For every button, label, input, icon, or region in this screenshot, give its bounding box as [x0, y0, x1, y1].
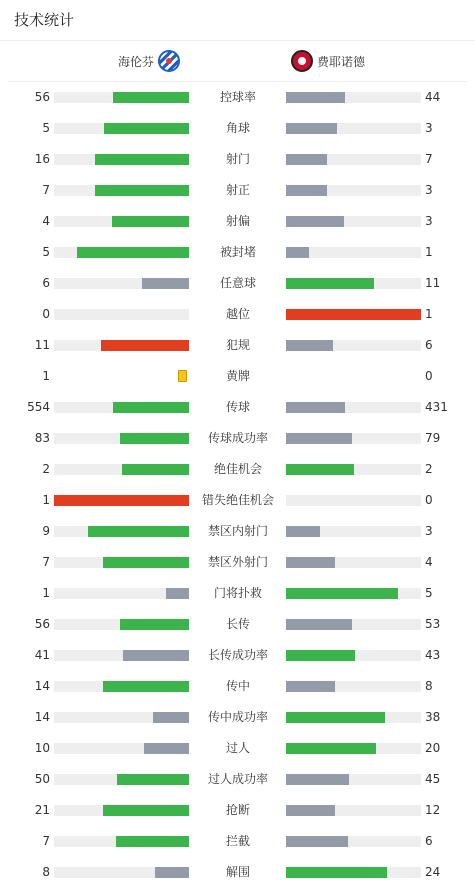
stat-label: 传球 [225, 400, 250, 414]
away-stat-bar [286, 92, 421, 103]
away-stat-bar [286, 154, 421, 165]
home-stat-bar [54, 433, 189, 444]
away-stat-bar [286, 681, 421, 692]
away-stat-bar [286, 247, 421, 258]
away-stat-value: 4 [425, 555, 433, 569]
home-stat-bar [54, 278, 189, 289]
stat-row [0, 423, 475, 454]
home-stat-value: 2 [42, 462, 50, 476]
away-stat-bar [286, 712, 421, 723]
stat-label: 角球 [225, 121, 250, 135]
stat-row [0, 640, 475, 671]
home-stat-bar-fill [144, 743, 189, 754]
home-stat-bar-fill [103, 681, 189, 692]
away-stat-bar-fill [286, 216, 344, 227]
home-stat-value: 554 [27, 400, 50, 414]
stat-label: 抢断 [225, 803, 250, 817]
home-stat-bar-fill [116, 836, 189, 847]
home-stat-bar-fill [120, 619, 189, 630]
away-stat-bar-fill [286, 619, 352, 630]
home-stat-bar [54, 92, 189, 103]
home-stat-bar [54, 619, 189, 630]
away-stat-value: 6 [425, 338, 433, 352]
home-stat-bar-fill [113, 92, 189, 103]
away-stat-value: 8 [425, 679, 433, 693]
away-stat-bar [286, 836, 421, 847]
home-stat-value: 0 [42, 307, 50, 321]
stat-label: 过人 [225, 741, 250, 755]
home-stat-bar-fill [95, 185, 190, 196]
stat-label: 解围 [225, 865, 250, 879]
away-stat-bar-fill [286, 867, 387, 878]
home-team-crest-icon [158, 50, 180, 72]
away-stat-value: 431 [425, 400, 448, 414]
stat-row [0, 485, 475, 516]
home-stat-value: 1 [42, 493, 50, 507]
away-stat-bar-fill [286, 278, 374, 289]
stat-label: 犯规 [225, 338, 250, 352]
away-stat-value: 6 [425, 834, 433, 848]
away-stat-value: 1 [425, 307, 433, 321]
away-stat-value: 79 [425, 431, 441, 445]
stat-row [0, 609, 475, 640]
home-stat-value: 41 [34, 648, 50, 662]
stat-row [0, 547, 475, 578]
away-stat-bar [286, 867, 421, 878]
away-stat-bar-fill [286, 402, 345, 413]
away-stat-bar-fill [286, 309, 421, 320]
away-stat-bar-fill [286, 526, 320, 537]
home-stat-bar [54, 681, 189, 692]
home-stat-bar [54, 402, 189, 413]
away-stat-bar-fill [286, 154, 327, 165]
away-stat-bar-fill [286, 681, 335, 692]
stat-label: 禁区内射门 [207, 524, 268, 538]
stat-label: 传球成功率 [207, 431, 268, 445]
stat-label: 错失绝佳机会 [201, 493, 274, 507]
away-stat-bar [286, 464, 421, 475]
home-stat-bar-fill [101, 340, 189, 351]
away-team-crest-icon [291, 50, 313, 72]
home-stat-bar-fill [155, 867, 189, 878]
home-stat-bar [54, 805, 189, 816]
stat-row [0, 237, 475, 268]
away-stat-bar-fill [286, 464, 354, 475]
page-title: 技术统计 [0, 0, 475, 41]
stat-label: 门将扑救 [213, 586, 262, 600]
home-stat-value: 6 [42, 276, 50, 290]
home-stat-bar-fill [88, 526, 189, 537]
home-stat-value: 8 [42, 865, 50, 879]
home-stat-value: 11 [34, 338, 50, 352]
stat-row [0, 299, 475, 330]
away-stat-bar [286, 805, 421, 816]
away-stat-value: 3 [425, 214, 433, 228]
away-stat-bar-fill [286, 650, 355, 661]
stat-row [0, 516, 475, 547]
home-stat-bar [54, 464, 189, 475]
home-stat-bar [54, 123, 189, 134]
home-stat-bar [54, 526, 189, 537]
home-stat-value: 21 [34, 803, 50, 817]
home-stat-value: 1 [42, 369, 50, 383]
away-stat-value: 44 [425, 90, 441, 104]
stat-row [0, 857, 475, 888]
home-stat-bar [54, 650, 189, 661]
home-stat-bar-fill [103, 805, 189, 816]
home-stat-bar-fill [166, 588, 189, 599]
away-stat-bar [286, 309, 421, 320]
stat-label: 越位 [225, 307, 250, 321]
home-stat-value: 14 [34, 710, 50, 724]
away-stat-bar-fill [286, 185, 327, 196]
yellow-card-icon [178, 370, 187, 382]
home-stat-bar [54, 588, 189, 599]
away-stat-bar [286, 433, 421, 444]
away-stat-value: 38 [425, 710, 441, 724]
away-stat-bar-fill [286, 247, 309, 258]
away-stat-value: 1 [425, 245, 433, 259]
home-stat-value: 5 [42, 245, 50, 259]
away-stat-bar [286, 340, 421, 351]
away-stat-bar [286, 588, 421, 599]
home-stat-bar-fill [104, 123, 189, 134]
away-stat-value: 7 [425, 152, 433, 166]
away-stat-bar [286, 619, 421, 630]
stat-label: 传中成功率 [207, 710, 268, 724]
home-stat-bar-fill [120, 433, 189, 444]
stat-label: 控球率 [219, 90, 256, 104]
home-stat-bar [54, 340, 189, 351]
home-stat-value: 4 [42, 214, 50, 228]
home-stat-bar-fill [54, 495, 189, 506]
away-stat-bar [286, 123, 421, 134]
away-stat-value: 0 [425, 369, 433, 383]
home-stat-bar-fill [113, 402, 189, 413]
home-stat-bar-fill [117, 774, 189, 785]
away-stat-value: 11 [425, 276, 441, 290]
away-stat-bar-fill [286, 712, 385, 723]
stat-label: 射偏 [225, 214, 250, 228]
home-stat-bar-fill [95, 154, 190, 165]
away-stat-value: 3 [425, 524, 433, 538]
stat-label: 拦截 [225, 834, 250, 848]
home-stat-value: 16 [34, 152, 50, 166]
stat-label: 被封堵 [219, 245, 256, 259]
home-stat-bar [54, 309, 189, 320]
away-stat-value: 45 [425, 772, 441, 786]
away-stat-bar-fill [286, 743, 376, 754]
home-stat-value: 10 [34, 741, 50, 755]
home-team[interactable] [118, 41, 180, 81]
stat-row [0, 330, 475, 361]
away-stat-value: 20 [425, 741, 441, 755]
stat-row [0, 733, 475, 764]
away-stat-bar [286, 743, 421, 754]
home-stat-bar-fill [142, 278, 189, 289]
stat-row [0, 175, 475, 206]
away-stat-value: 53 [425, 617, 441, 631]
home-stat-value: 1 [42, 586, 50, 600]
home-stat-bar-fill [112, 216, 189, 227]
stat-label: 绝佳机会 [213, 462, 262, 476]
home-stat-bar [54, 836, 189, 847]
away-stat-bar [286, 650, 421, 661]
stat-row [0, 392, 475, 423]
home-stat-bar [54, 774, 189, 785]
away-stat-bar [286, 278, 421, 289]
stat-row [0, 82, 475, 113]
stat-label: 过人成功率 [207, 772, 268, 786]
away-stat-bar-fill [286, 340, 333, 351]
stat-label: 长传 [225, 617, 250, 631]
stat-label: 射正 [225, 183, 250, 197]
away-stat-bar-fill [286, 805, 335, 816]
home-stat-bar [54, 216, 189, 227]
home-stat-bar-fill [103, 557, 189, 568]
stat-row [0, 454, 475, 485]
away-stat-bar-fill [286, 588, 398, 599]
away-stat-bar-fill [286, 774, 349, 785]
stat-label: 黄牌 [225, 369, 250, 383]
stat-row [0, 144, 475, 175]
away-stat-value: 12 [425, 803, 441, 817]
stats-list [0, 82, 475, 888]
home-stat-value: 50 [34, 772, 50, 786]
home-stat-bar [54, 557, 189, 568]
stat-row [0, 764, 475, 795]
away-stat-value: 0 [425, 493, 433, 507]
home-stat-value: 56 [34, 90, 50, 104]
away-stat-value: 43 [425, 648, 441, 662]
away-stat-bar [286, 216, 421, 227]
stat-row [0, 361, 475, 392]
home-stat-bar-fill [123, 650, 189, 661]
home-stat-bar [54, 712, 189, 723]
away-stat-bar [286, 495, 421, 506]
away-stat-bar-fill [286, 433, 352, 444]
stat-label: 长传成功率 [207, 648, 268, 662]
away-stat-bar [286, 557, 421, 568]
stat-row [0, 268, 475, 299]
home-stat-bar [54, 867, 189, 878]
away-stat-value: 5 [425, 586, 433, 600]
home-stat-bar-fill [153, 712, 189, 723]
home-stat-value: 7 [42, 183, 50, 197]
teams-header [8, 41, 467, 82]
home-stat-value: 14 [34, 679, 50, 693]
away-stat-value: 3 [425, 183, 433, 197]
away-stat-value: 24 [425, 865, 441, 879]
away-stat-bar-fill [286, 123, 337, 134]
home-stat-bar [54, 495, 189, 506]
stat-label: 禁区外射门 [207, 555, 268, 569]
home-stat-bar [54, 154, 189, 165]
home-stat-bar-fill [122, 464, 190, 475]
away-team[interactable] [291, 41, 365, 81]
away-team-name: 费耶诺德 [317, 54, 366, 69]
stat-row [0, 795, 475, 826]
home-stat-value: 56 [34, 617, 50, 631]
home-stat-bar [54, 247, 189, 258]
away-stat-bar [286, 526, 421, 537]
home-stat-bar [54, 185, 189, 196]
stat-row [0, 671, 475, 702]
away-stat-value: 3 [425, 121, 433, 135]
home-stat-value: 7 [42, 555, 50, 569]
home-stat-value: 5 [42, 121, 50, 135]
away-stat-bar [286, 774, 421, 785]
away-stat-bar-fill [286, 836, 348, 847]
stat-row [0, 826, 475, 857]
home-stat-bar [54, 743, 189, 754]
home-team-name: 海伦芬 [117, 54, 154, 69]
stat-row [0, 113, 475, 144]
away-stat-bar-fill [286, 557, 335, 568]
away-stat-bar [286, 402, 421, 413]
stat-row [0, 206, 475, 237]
stat-label: 射门 [225, 152, 250, 166]
stat-row [0, 578, 475, 609]
stat-label: 任意球 [219, 276, 256, 290]
away-stat-bar-fill [286, 92, 345, 103]
home-stat-value: 83 [34, 431, 50, 445]
stat-label: 传中 [225, 679, 250, 693]
away-stat-value: 2 [425, 462, 433, 476]
home-stat-value: 9 [42, 524, 50, 538]
home-stat-value: 7 [42, 834, 50, 848]
home-stat-bar-fill [77, 247, 189, 258]
away-stat-bar [286, 185, 421, 196]
stat-row [0, 702, 475, 733]
